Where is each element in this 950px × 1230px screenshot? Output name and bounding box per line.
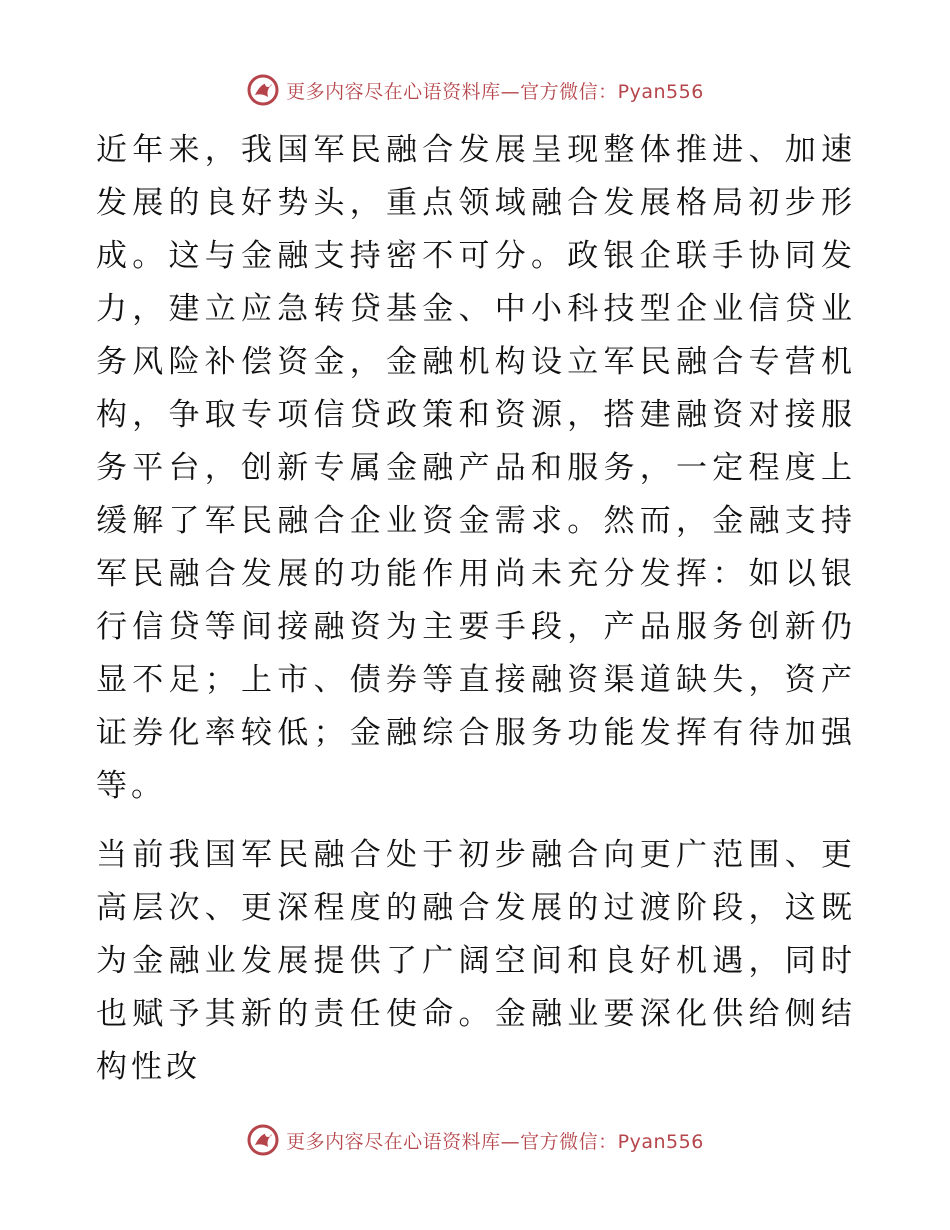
watermark-text: 更多内容尽在心语资料库—官方微信：Pyan556 xyxy=(286,80,704,103)
footer-watermark xyxy=(0,1120,950,1160)
document-body xyxy=(96,124,856,1094)
header-watermark xyxy=(0,70,950,110)
watermark-text: 更多内容尽在心语资料库—官方微信：Pyan556 xyxy=(286,1130,704,1153)
paragraph-1: 近年来，我国军民融合发展呈现整体推进、加速发展的良好势头，重点领域融合发展格局初步形成。这与金融支持密不可分。政银企联手协同发力，建立应急转贷基金、中小科技型企业信贷业务风险补偿资金，金融机构设立军民融合专营机构，争取专项信贷政策和资源，搭建融资对接服务平台，创新专属金融产品和服务，一定程度上缓解了军民融合企业资金需求。然而，金融支持军民融合发展的功能作用尚未充分发挥：如以银行信贷等间接融资为主要手段，产品服务创新仍显不足；上市、债券等直接融资渠道缺失，资产证券化率较低；金融综合服务功能发挥有待加强等。 xyxy=(96,132,856,804)
paragraph-2: 当前我国军民融合处于初步融合向更广范围、更高层次、更深程度的融合发展的过渡阶段，这既为金融业发展提供了广阔空间和良好机遇，同时也赋予其新的责任使命。金融业要深化供给侧结构性改 xyxy=(96,837,856,1085)
seal-logo-icon xyxy=(246,1123,280,1157)
seal-logo-icon xyxy=(246,73,280,107)
